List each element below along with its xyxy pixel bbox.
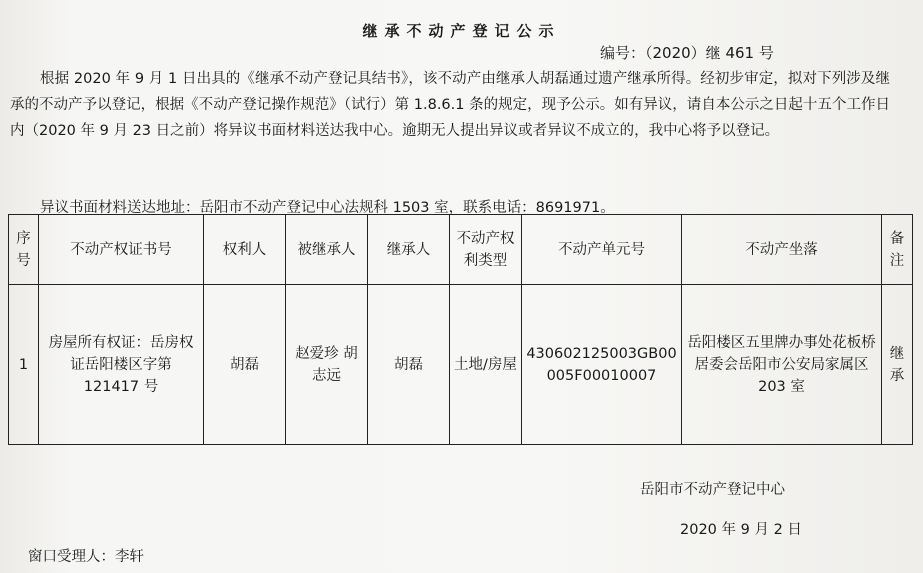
objection-address: 异议书面材料送达地址：岳阳市不动产登记中心法规科 1503 室，联系电话：8691971。: [40, 200, 615, 216]
cell-decedent: 赵爱珍 胡志远: [286, 285, 368, 445]
table-row: [9, 285, 913, 445]
header-index: 序号: [9, 215, 39, 285]
header-decedent: 被继承人: [286, 215, 368, 285]
header-unit-no: 不动产单元号: [522, 215, 682, 285]
header-heir: 继承人: [368, 215, 450, 285]
cell-remark: 继承: [882, 285, 913, 445]
header-remark: 备注: [882, 215, 913, 285]
issue-date: 2020 年 9 月 2 日: [680, 522, 802, 538]
table-header-row: [9, 215, 913, 285]
header-right-type: 不动产权利类型: [450, 215, 522, 285]
cell-unit-no: 430602125003GB00005F00010007: [522, 285, 682, 445]
cell-heir: 胡磊: [368, 285, 450, 445]
header-certificate: 不动产权证书号: [39, 215, 204, 285]
issuing-organization: 岳阳市不动产登记中心: [640, 482, 785, 498]
cell-right-holder: 胡磊: [204, 285, 286, 445]
cell-location: 岳阳楼区五里牌办事处花板桥居委会岳阳市公安局家属区 203 室: [682, 285, 882, 445]
cell-certificate: 房屋所有权证：岳房权证岳阳楼区字第 121417 号: [39, 285, 204, 445]
cell-right-type: 土地/房屋: [450, 285, 522, 445]
window-clerk: 窗口受理人：李轩: [28, 549, 144, 565]
property-table: [8, 214, 913, 445]
document-title: 继承不动产登记公示: [362, 22, 561, 40]
header-location: 不动产坐落: [682, 215, 882, 285]
cell-index: 1: [9, 285, 39, 445]
notice-paragraph: 根据 2020 年 9 月 1 日出具的《继承不动产登记具结书》，该不动产由继承人胡磊通过遗产继承所得。经初步审定，拟对下列涉及继承的不动产予以登记，根据《不动产登记操作规范》（试行）第 1.8.6.1 条的规定，现予公示。如有异议，请自本公示之日起十五个工作日内（2020 年 9 月 23 日之前）将异议书面材料送达我中心。逾期无人提出异议或者异议不成立的，我中心将予以登记。: [10, 71, 890, 139]
header-right-holder: 权利人: [204, 215, 286, 285]
document-number: 编号：（2020）继 461 号: [600, 44, 774, 62]
notice-body: [10, 66, 890, 144]
